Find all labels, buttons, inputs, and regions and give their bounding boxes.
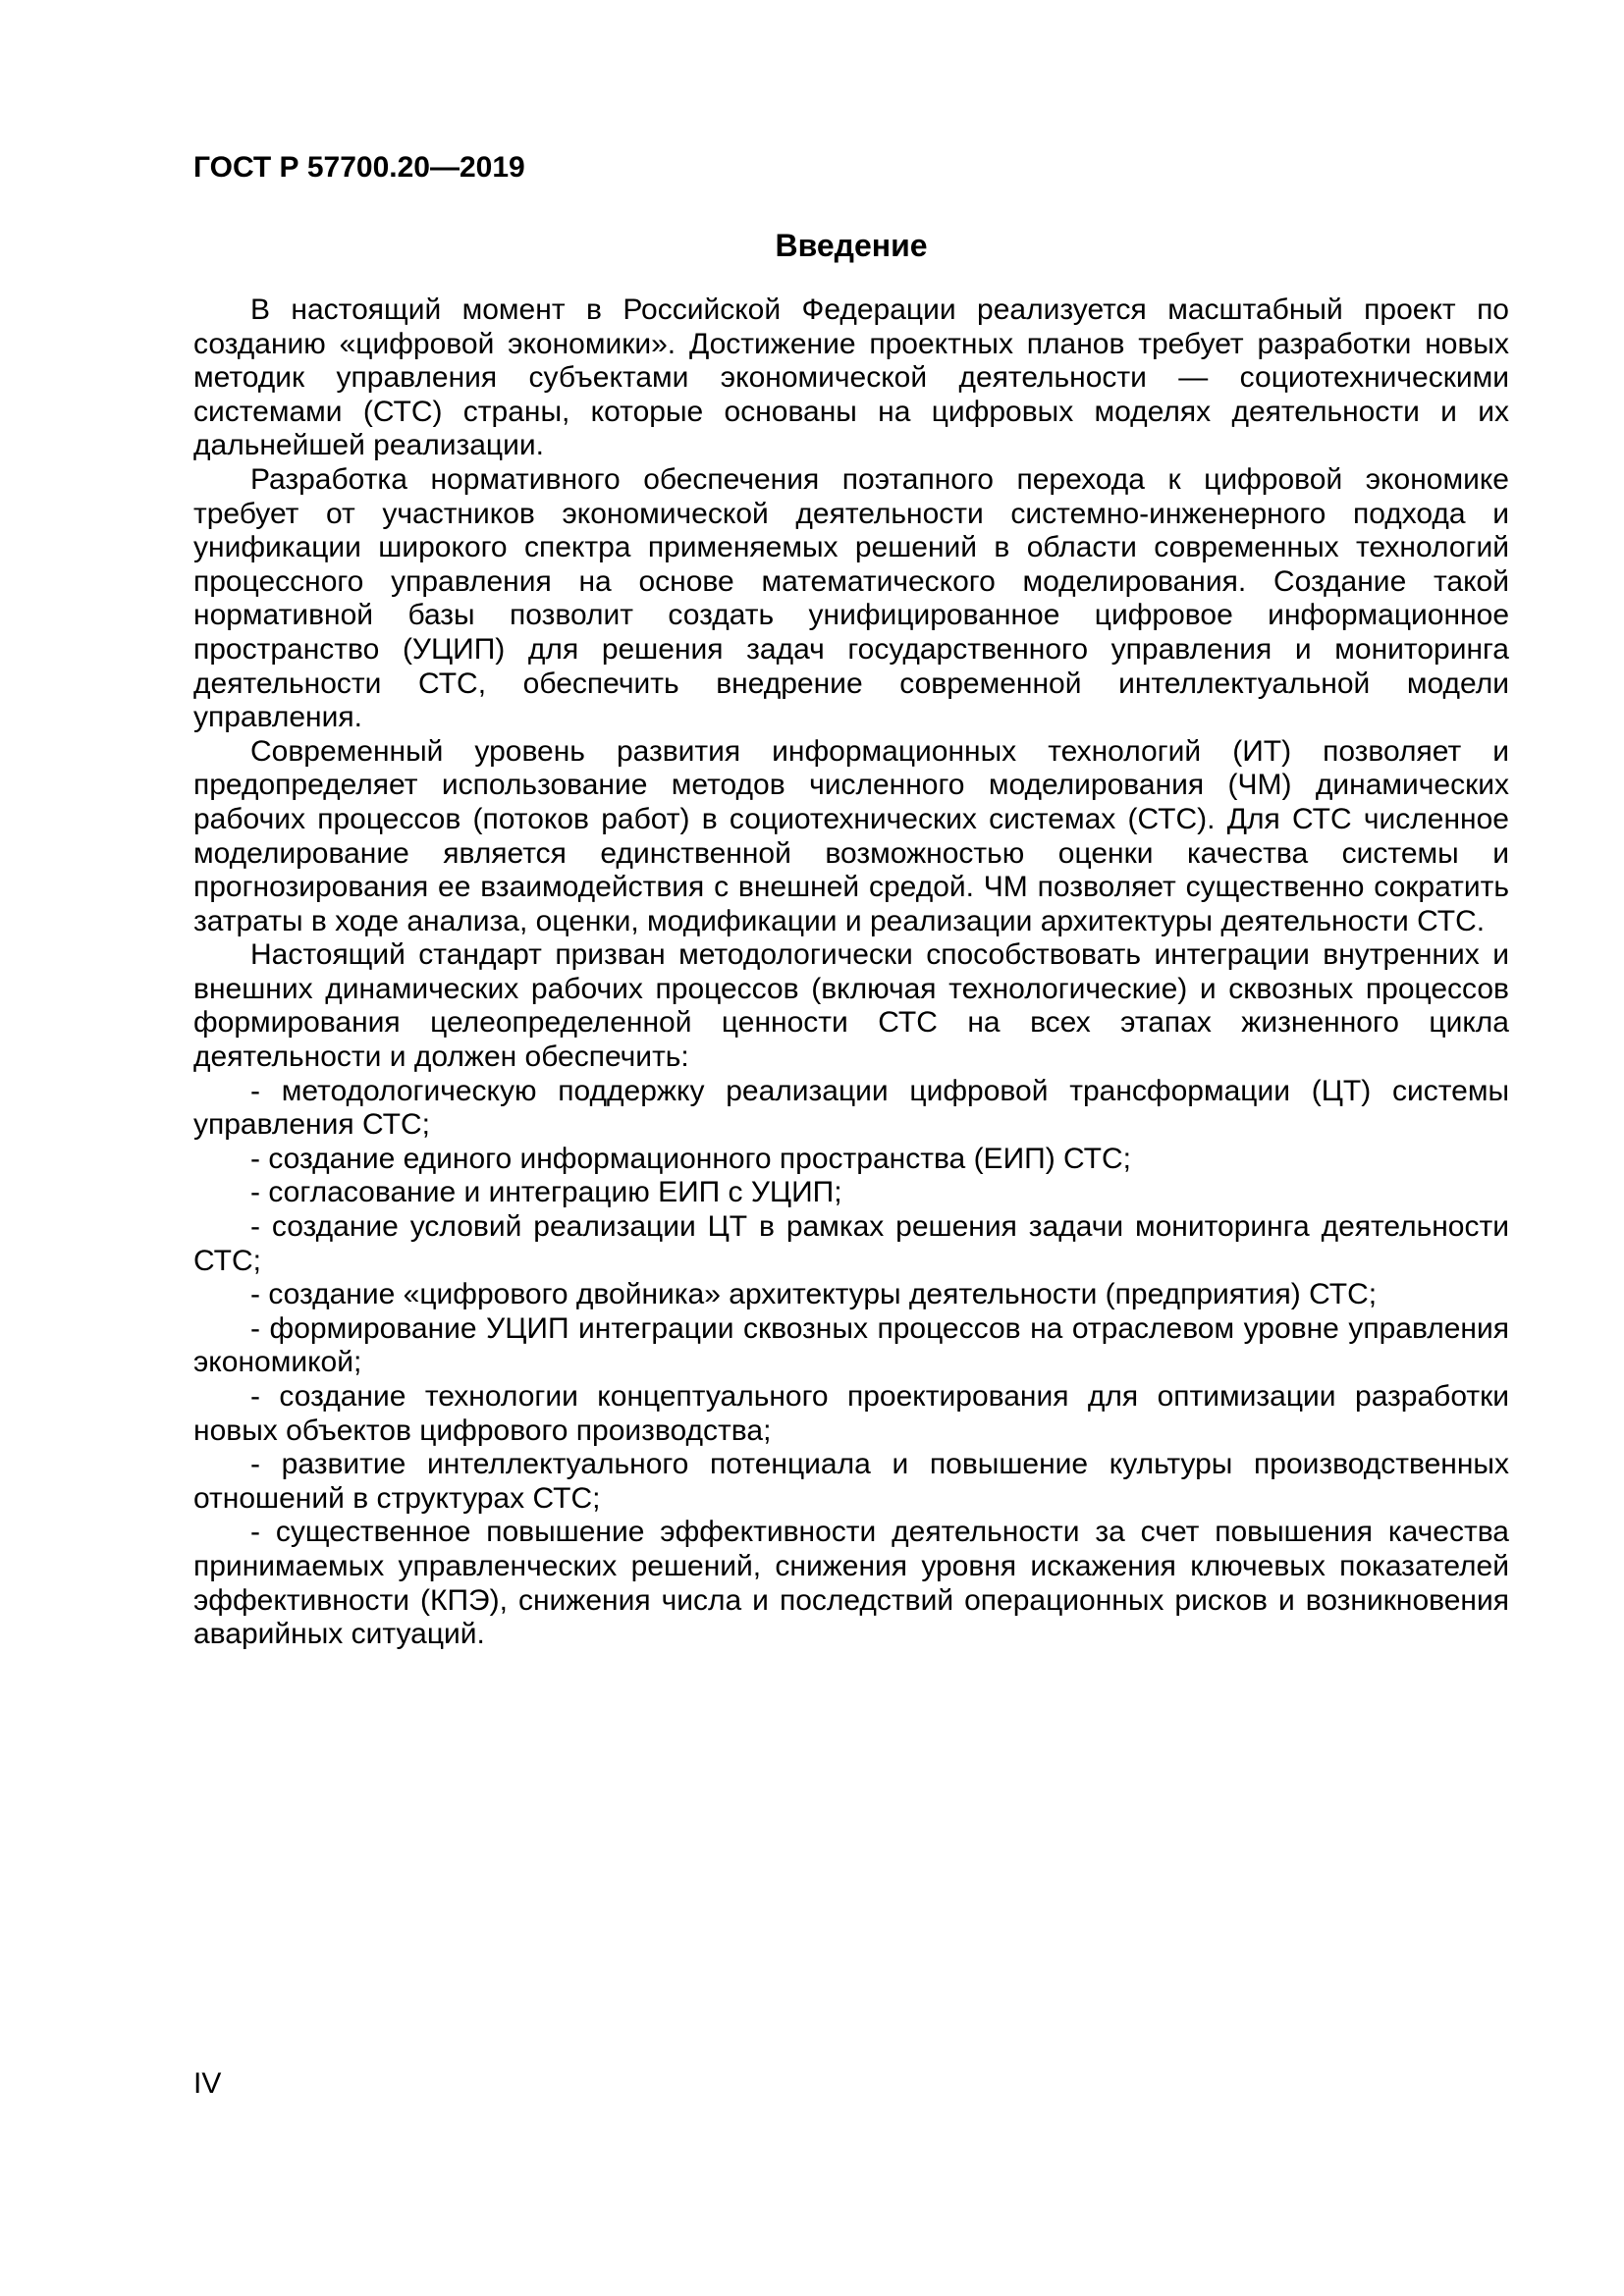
list-item-paragraph: - развитие интеллектуального потенциала и повышение культуры производственных отношений в структурах СТС; xyxy=(193,1448,1509,1515)
list-item-paragraph: - методологическую поддержку реализации цифровой трансформации (ЦТ) системы управления СТС; xyxy=(193,1074,1509,1142)
document-code: ГОСТ Р 57700.20—2019 xyxy=(193,151,525,184)
list-item-paragraph: - создание «цифрового двойника» архитектуры деятельности (предприятия) СТС; xyxy=(250,1278,1378,1311)
page-title: Введение xyxy=(775,228,928,263)
list-item-paragraph: - создание технологии концептуального проектирования для оптимизации разработки новых объектов цифрового производства; xyxy=(193,1380,1509,1447)
list-item-paragraph: - формирование УЦИП интеграции сквозных процессов на отраслевом уровне управления экономикой; xyxy=(193,1311,1509,1379)
list-item-paragraph: - создание единого информационного пространства (ЕИП) СТС; xyxy=(250,1142,1132,1175)
paragraph: Современный уровень развития информационных технологий (ИТ) позволяет и предопределяет использование методов численного моделирования (ЧМ) динамических рабочих процессов (потоков работ) в социотехнических системах (СТС). Для СТС численное моделирование является единственной возможностью оценки качества системы и прогнозирования ее взаимодействия с внешней средой. ЧМ позволяет существенно сократить затраты в ходе анализа, оценки, модификации и реализации архитектуры деятельности СТС. xyxy=(193,734,1509,937)
list-item-paragraph: - существенное повышение эффективности деятельности за счет повышения качества принимаемых управленческих решений, снижения уровня искажения ключевых показателей эффективности (КПЭ), снижения числа и последствий операционных рисков и возникновения аварийных ситуаций. xyxy=(193,1516,1509,1651)
paragraph: Настоящий стандарт призван методологически способствовать интеграции внутренних и внешних динамических рабочих процессов (включая технологические) и сквозных процессов формирования целеопределенной ценности СТС на всех этапах жизненного цикла деятельности и должен обеспечить: xyxy=(193,938,1509,1074)
paragraph: В настоящий момент в Российской Федерации реализуется масштабный проект по созданию «цифровой экономики». Достижение проектных планов требует разработки новых методик управления субъектами экономической деятельности — социотехническими системами (СТС) страны, которые основаны на цифровых моделях деятельности и их дальнейшей реализации. xyxy=(193,294,1509,462)
list-item-paragraph: - согласование и интеграцию ЕИП с УЦИП; xyxy=(250,1176,842,1209)
introduction-text xyxy=(193,294,1509,1652)
paragraph: Разработка нормативного обеспечения поэтапного перехода к цифровой экономике требует от участников экономической деятельности системно-инженерного подхода и унификации широкого спектра применяемых решений в области современных технологий процессного управления на основе математического моделирования. Создание такой нормативной базы позволит создать унифицированное цифровое информационное пространство (УЦИП) для решения задач государственного управления и мониторинга деятельности СТС, обеспечить внедрение современной интеллектуальной модели управления. xyxy=(193,462,1509,734)
page-number: IV xyxy=(193,2067,222,2100)
list-item-paragraph: - создание условий реализации ЦТ в рамках решения задачи мониторинга деятельности СТС; xyxy=(193,1210,1509,1277)
